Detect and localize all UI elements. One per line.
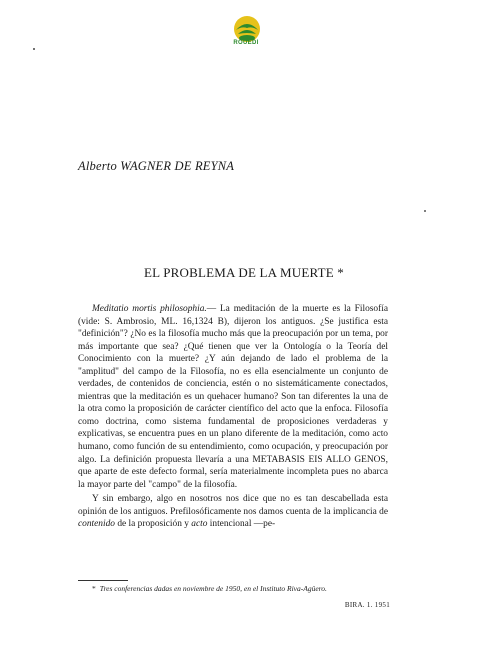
page-speck	[424, 210, 426, 212]
paragraph-text: intencional —pe-	[207, 519, 276, 530]
paragraph-text: de la proposición y	[114, 519, 192, 530]
footnote	[92, 584, 392, 594]
paragraph-2	[78, 493, 388, 531]
page-speck	[33, 48, 35, 50]
footnote-mark: *	[92, 584, 96, 593]
logo-text: ROUEDI	[233, 40, 259, 46]
paragraph-text: — La meditación de la muerte es la Filosofía (vide: S. Ambrosio, ML. 16,1324 B), dijeron los antiguos. ¿Se justifica esta "definición"? ¿No es la filosofía mucho más que la preocupación por un tema, por más importante que sea? ¿Qué tienen que ver la Ontología o la Teoría del Conocimiento con la muerte? ¿Y aún dejando de lado el problema de la "amplitud" del campo de la Filosofía, no es ella esencialmente un conjunto de verdades, de contenidos de conciencia, estén o no sistemáticamente conectados, mientras que la meditación es un quehacer humano? Son tan diferentes la una de la otra como la proposición de carácter científico del acto que la enfoca. Filosofía como doctrina, como sistema fundamental de proposiciones verdaderas y explicativas, se encuentra pues en un plano diferente de la meditación, como acto humano, como función de su entendimiento, como ocupación, y preocupación por algo. La definición propuesta llevaría a una METABASIS EIS ALLO GENOS, que aparte de este defecto formal, sería materialmente incompleta pues no abarca la mayor parte del "campo" de la filosofía.	[78, 304, 388, 490]
page-folio: BIRA. 1. 1951	[344, 601, 390, 609]
emphasis: acto	[191, 519, 208, 530]
footnote-text: Tres conferencias dadas en noviembre de 1950, en el Instituto Riva-Agüero.	[99, 584, 327, 593]
article-title: EL PROBLEMA DE LA MUERTE *	[143, 265, 345, 280]
article-body	[78, 303, 388, 531]
emphasis: contenido	[78, 519, 115, 530]
paragraph-text: Y sin embargo, algo en nosotros nos dice que no es tan descabellada esta opinión de los antiguos. Prefilosóficamente nos damos cuenta de la implicancia de	[78, 494, 388, 517]
author-name: Alberto WAGNER DE REYNA	[78, 159, 235, 173]
footnote-rule	[78, 580, 128, 581]
paragraph-1	[78, 303, 388, 491]
paragraph-lead: Meditatio mortis philosophia.	[92, 304, 207, 314]
